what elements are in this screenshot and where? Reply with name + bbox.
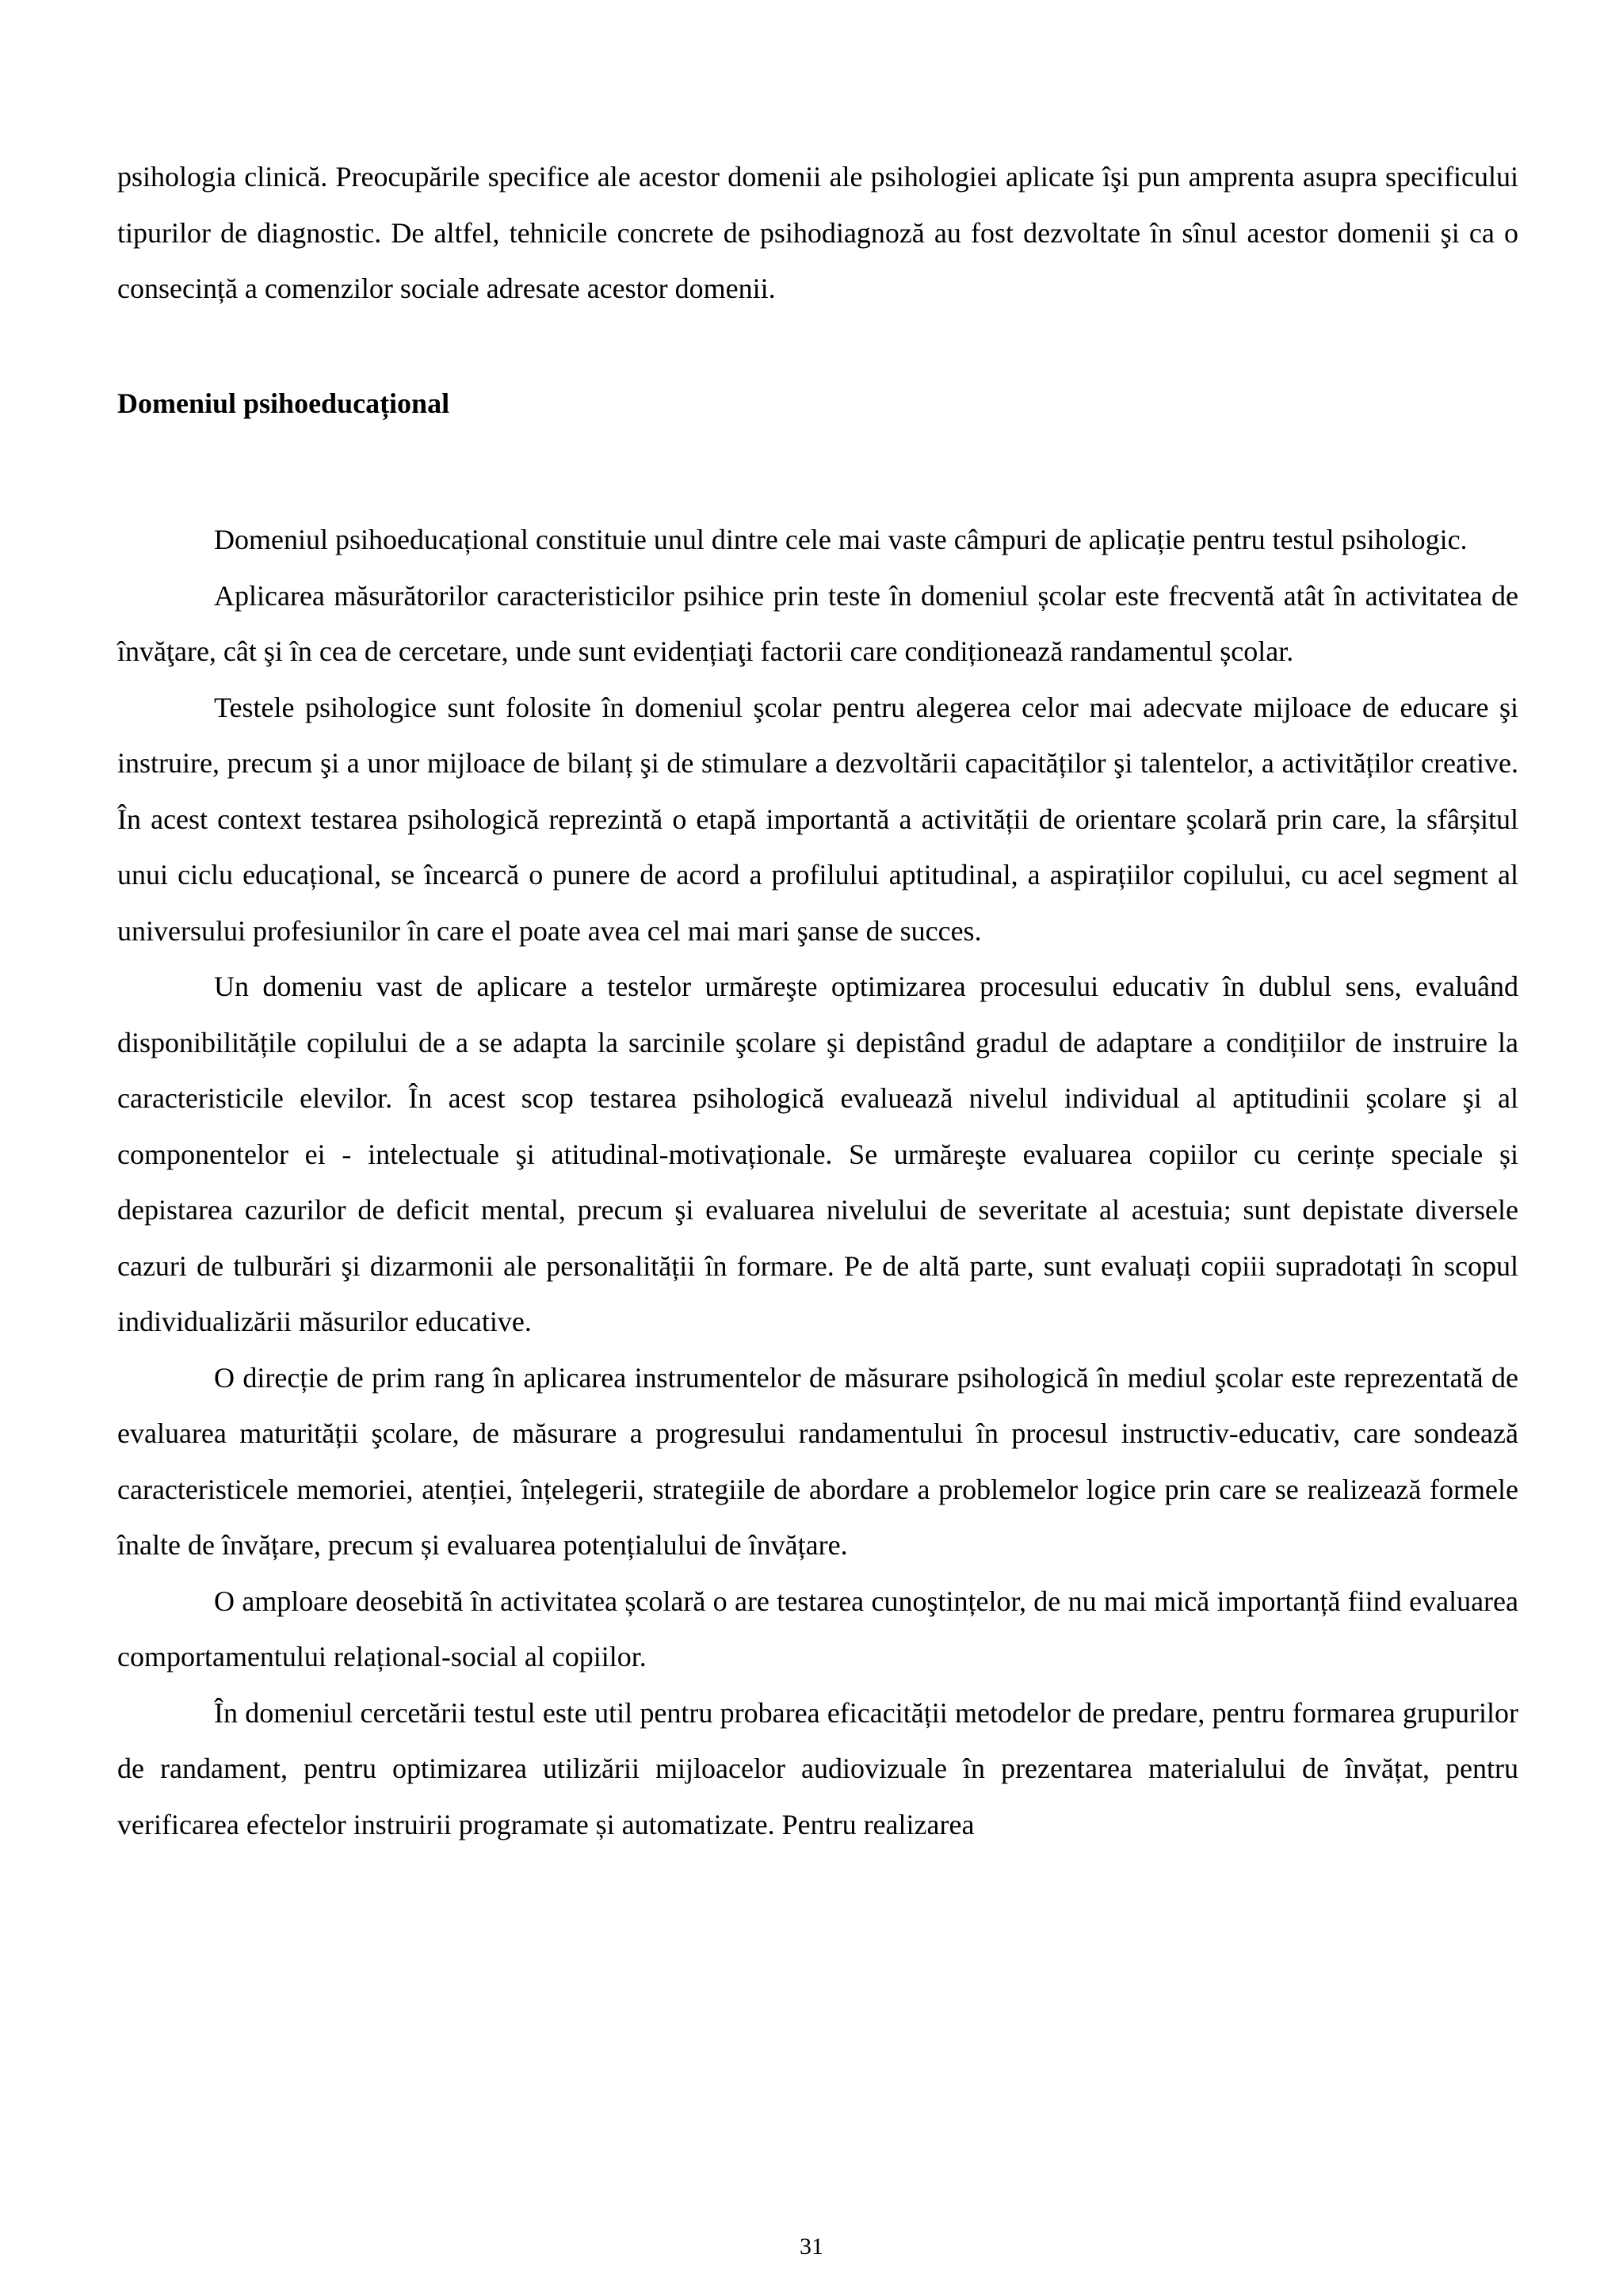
- body-paragraph: Aplicarea măsurătorilor caracteristicilor psihice prin teste în domeniul școlar este frecventă atât în activitatea de învăţare, cât şi în cea de cercetare, unde sunt evidențiaţi factorii care condiționează randamentul școlar.: [117, 579, 1518, 667]
- body-paragraph: Testele psihologice sunt folosite în domeniul şcolar pentru alegerea celor mai adecvate mijloace de educare şi instruire, precum şi a unor mijloace de bilanț şi de stimulare a dezvoltării capacităților şi talentelor, a activităților creative. În acest context testarea psihologică reprezintă o etapă importantă a activității de orientare şcolară prin care, la sfârșitul unui ciclu educațional, se încearcă o punere de acord a profilului aptitudinal, a aspirațiilor copilului, cu acel segment al universului profesiunilor în care el poate avea cel mai mari şanse de succes.: [117, 691, 1518, 947]
- body-paragraph: O direcție de prim rang în aplicarea instrumentelor de măsurare psihologică în mediul şcolar este reprezentată de evaluarea maturității şcolare, de măsurare a progresului randamentului în procesul instructiv-educativ, care sondează caracteristicele memoriei, atenției, înțelegerii, strategiile de abordare a problemelor logice prin care se realizează formele înalte de învățare, precum și evaluarea potențialului de învățare.: [117, 1361, 1518, 1561]
- spacer: [117, 431, 1518, 512]
- body-paragraph: O amploare deosebită în activitatea școlară o are testarea cunoştințelor, de nu mai mică importanță fiind evaluarea comportamentului relațional-social al copiilor.: [117, 1585, 1518, 1672]
- spacer: [117, 317, 1518, 376]
- page-number: 31: [800, 2233, 823, 2260]
- section-heading: Domeniul psihoeducațional: [117, 387, 450, 419]
- body-paragraph: Un domeniu vast de aplicare a testelor urmăreşte optimizarea procesului educativ în dublul sens, evaluând disponibilitățile copilului de a se adapta la sarcinile şcolare şi depistând gradul de adaptare a condițiilor de instruire la caracteristicile elevilor. În acest scop testarea psihologică evaluează nivelul individual al aptitudinii şcolare şi al componentelor ei - intelectuale şi atitudinal-motivaționale. Se urmăreşte evaluarea copiilor cu cerințe speciale și depistarea cazurilor de deficit mental, precum şi evaluarea nivelului de severitate al acestuia; sunt depistate diversele cazuri de tulburări şi dizarmonii ale personalității în formare. Pe de altă parte, sunt evaluați copiii supradotați în scopul individualizării măsurilor educative.: [117, 971, 1518, 1337]
- intro-paragraph: psihologia clinică. Preocupările specifice ale acestor domenii ale psihologiei aplicate îşi pun amprenta asupra specificului tipurilor de diagnostic. De altfel, tehnicile concrete de psihodiagnoză au fost dezvoltate în sînul acestor domenii şi ca o consecință a comenzilor sociale adresate acestor domenii.: [117, 161, 1518, 304]
- page-body: [117, 149, 1518, 1852]
- body-paragraph: În domeniul cercetării testul este util pentru probarea eficacității metodelor de predare, pentru formarea grupurilor de randament, pentru optimizarea utilizării mijloacelor audiovizuale în prezentarea materialului de învățat, pentru verificarea efectelor instruirii programate și automatizate. Pentru realizarea: [117, 1696, 1518, 1840]
- body-paragraph: Domeniul psihoeducațional constituie unul dintre cele mai vaste câmpuri de aplicație pentru testul psihologic.: [214, 524, 1468, 555]
